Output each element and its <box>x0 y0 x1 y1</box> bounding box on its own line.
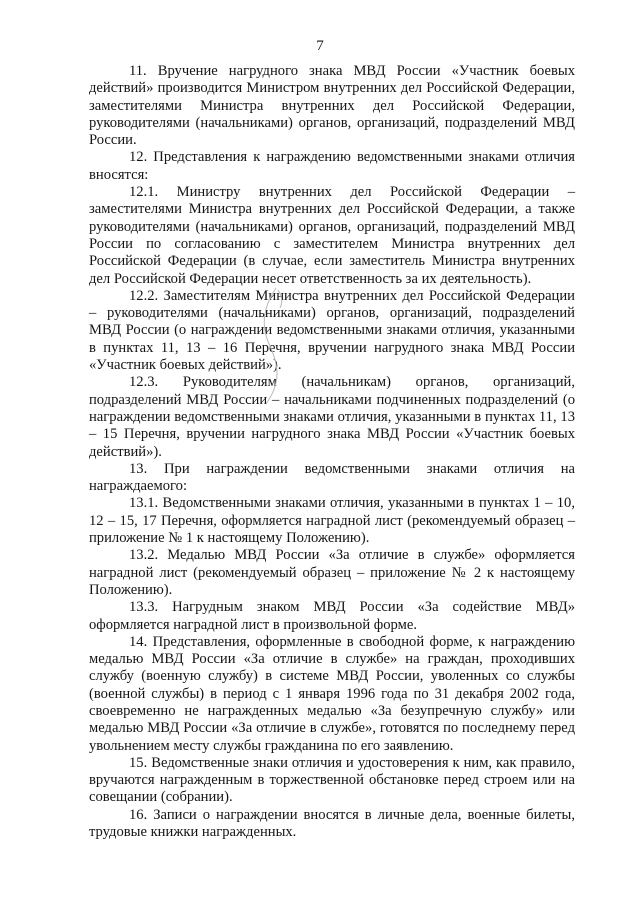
paragraph-12-2: 12.2. Заместителям Министра внутренних дел Российской Федерации – руководителями (начальниками) органов, организаций, подразделений МВД России (о награждении ведомственными знаками отличия, указанными в пунктах 11, 13 – 16 Перечня, вручении нагрудного знака МВД России «Участник боевых действий»). <box>89 287 575 374</box>
paragraph-12-3: 12.3. Руководителям (начальникам) органов, организаций, подразделений МВД России – начальниками подчиненных подразделений (о награждении ведомственными знаками отличия, указанными в пунктах 11, 13 – 15 Перечня, вручении нагрудного знака МВД России «Участник боевых действий»). <box>89 374 575 460</box>
paragraph-14: 14. Представления, оформленные в свободной форме, к награждению медалью МВД России «За отличие в службе» на граждан, проходивших службу (военную службу) в системе МВД России, уволенных со службы (военной службы) в период с 1 января 1996 года по 31 декабря 2002 года, своевременно не награжденных медалью «За безупречную службу» или медалью МВД России «За отличие в службе», готовятся по последнему перед увольнением месту службы гражданина по его заявлению. <box>89 633 575 754</box>
paragraph-12-1: 12.1. Министру внутренних дел Российской Федерации – заместителями Министра внутренних дел Российской Федерации, а также руководителями (начальниками) органов, организаций, подразделений МВД России по согласованию с заместителем Министра внутренних дел Российской Федерации (в случае, если заместитель Министра внутренних дел Российской Федерации несет ответственность за их деятельность). <box>89 184 575 287</box>
paragraph-13-1: 13.1. Ведомственными знаками отличия, указанными в пунктах 1 – 10, 12 – 15, 17 Перечня, оформляется наградной лист (рекомендуемый образец – приложение № 1 к настоящему Положению). <box>89 495 575 547</box>
paragraph-13-3: 13.3. Нагрудным знаком МВД России «За содействие МВД» оформляется наградной лист в произвольной форме. <box>89 599 575 633</box>
paragraph-12: 12. Представления к награждению ведомственными знаками отличия вносятся: <box>89 149 575 183</box>
paragraph-13: 13. При награждении ведомственными знаками отличия на награждаемого: <box>89 460 575 495</box>
page-number: 7 <box>316 38 324 54</box>
paragraph-15: 15. Ведомственные знаки отличия и удостоверения к ним, как правило, вручаются награжденным в торжественной обстановке перед строем или на совещании (собрании). <box>89 754 575 806</box>
document-body <box>89 63 575 841</box>
paragraph-13-2: 13.2. Медалью МВД России «За отличие в службе» оформляется наградной лист (рекомендуемый образец – приложение № 2 к настоящему Положению). <box>89 547 575 598</box>
paragraph-16: 16. Записи о награждении вносятся в личные дела, военные билеты, трудовые книжки награжденных. <box>89 806 575 841</box>
paragraph-11: 11. Вручение нагрудного знака МВД России «Участник боевых действий» производится Министром внутренних дел Российской Федерации, заместителями Министра внутренних дел Российской Федерации, руководителями (начальниками) органов, организаций, подразделений МВД России. <box>89 63 575 149</box>
